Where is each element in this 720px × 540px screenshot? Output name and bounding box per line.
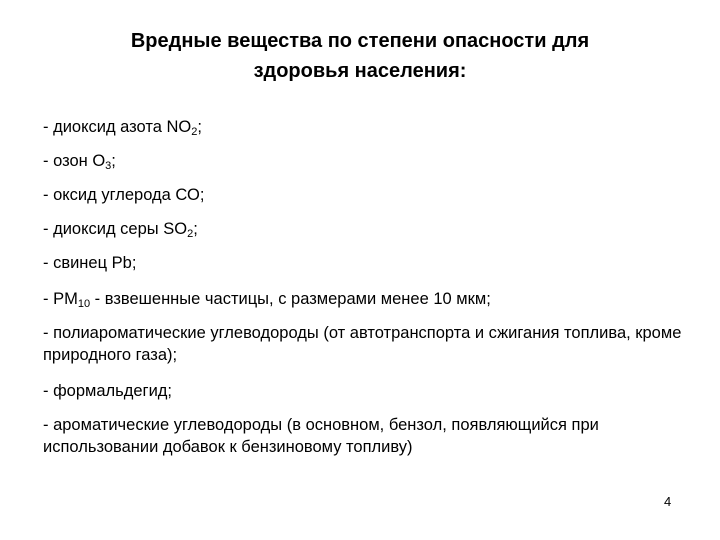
list-item-polyaromatic: - полиароматические углеводороды (от автотранспорта и сжигания топлива, кроме природного газа); (43, 324, 682, 364)
title-line-1: Вредные вещества по степени опасности для (130, 30, 590, 52)
list-item-lead: - свинец Pb; (43, 254, 137, 272)
page-title (60, 26, 660, 86)
title-line-2: здоровья населения: (253, 60, 467, 82)
list-item-no2: - диоксид азота $NO_2$; (43, 118, 202, 138)
list-item-so2: - диоксид серы $SO_2$; (43, 220, 198, 240)
list-item-ozone: - озон $О_3$; (43, 152, 116, 172)
substance-list (43, 116, 693, 458)
list-item-aromatic: - ароматические углеводороды (в основном, бензол, появляющийся при использовании добавок к бензиновому топливу) (43, 416, 599, 456)
list-item-pm10: - $PM_{10}$ - взвешенные частицы, с размерами менее 10 мкм; (43, 290, 491, 310)
list-item-co: - оксид углерода СО; (43, 186, 205, 204)
page-number: 4 (664, 494, 672, 509)
list-item-formaldehyde: - формальдегид; (43, 382, 173, 400)
